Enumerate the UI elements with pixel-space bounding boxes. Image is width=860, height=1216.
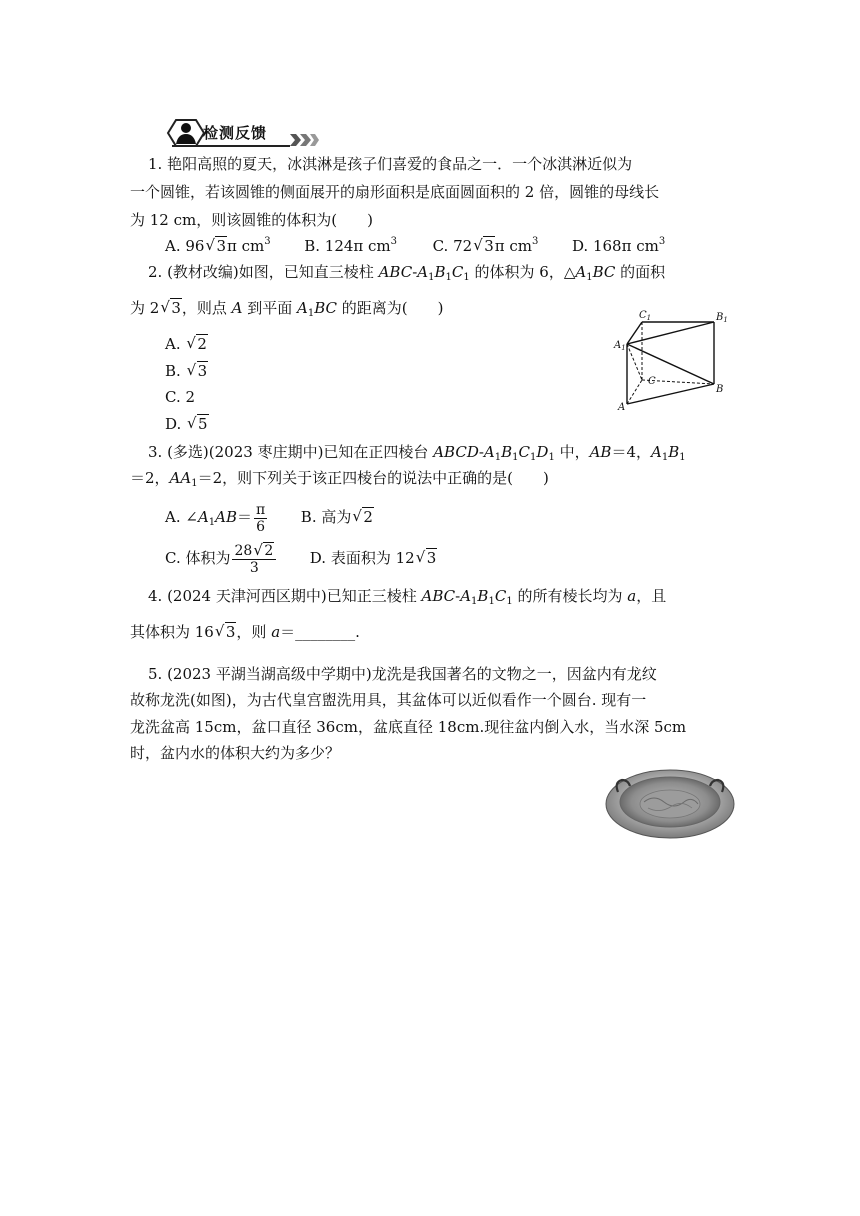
q3-options-row2 [165, 540, 437, 576]
q1-option-b[interactable]: B. 124π $cm^3$ [304, 236, 398, 255]
q2-option-a[interactable]: A. √ 2 [165, 334, 208, 354]
section-header [160, 118, 320, 148]
label-c1: $C_1$ [639, 310, 652, 322]
label-a: A [618, 402, 626, 413]
label-a1: $A_1$ [614, 340, 626, 352]
label-b1: $B_1$ [716, 312, 728, 324]
q1-options [165, 236, 665, 256]
q5-line3: 龙洗盆高 15cm，盆口直径 36cm，盆底直径 18cm.现往盆内倒入水，当水深 5cm [130, 718, 687, 736]
q5-line1: 5. (2023 平湖当湖高级中学期中)龙洗是我国著名的文物之一，因盆内有龙纹 [148, 665, 657, 683]
q3-option-d[interactable]: D. 表面积为 12√ 3 [310, 549, 437, 567]
q3-option-b[interactable]: B. 高为√ 2 [301, 508, 374, 526]
basin-image [604, 766, 736, 842]
label-c: C [648, 376, 656, 387]
q5-line4: 时，盆内水的体积大约为多少？ [130, 744, 341, 762]
q1-line2: 一个圆锥，若该圆锥的侧面展开的扇形面积是底面圆面积的 2 倍，圆锥的母线长 [130, 183, 660, 201]
q1-option-c[interactable]: C. 72√ 3π $cm^3$ [433, 237, 539, 255]
q1-line1: 1. 艳阳高照的夏天，冰淇淋是孩子们喜爱的食品之一．一个冰淇淋近似为 [148, 155, 633, 173]
q3-line2: ＝2，$AA_1=2$，则下列关于该正四棱台的说法中正确的是( ) [130, 469, 549, 489]
q2-option-c[interactable]: C. 2 [165, 388, 196, 406]
q3-line1: 3. (多选)(2023 枣庄期中)已知在正四棱台 ABCD-$A_1B_1C_1D_1$ 中，AB＝4，$A_1B_1$ [148, 443, 686, 463]
q4-line2: 其体积为 16√ 3，则 a＝________. [130, 622, 360, 642]
q5-line2: 故称龙洗(如图)，为古代皇宫盥洗用具，其盆体可以近似看作一个圆台. 现有一 [130, 691, 647, 709]
q4-line1: 4. (2024 天津河西区期中)已知正三棱柱 ABC-$A_1B_1C_1$ 的所有棱长均为 a，且 [148, 587, 667, 607]
q2-line2: 为 2√ 3，则点 A 到平面 $A_1BC$ 的距离为( ) [130, 298, 444, 318]
q2-option-b[interactable]: B. √ 3 [165, 361, 208, 381]
q1-option-d[interactable]: D. 168π $cm^3$ [571, 236, 666, 255]
q1-option-a[interactable]: A. 96√ 3π $cm^3$ [165, 237, 271, 255]
q2-option-d[interactable]: D. √ 5 [165, 414, 209, 434]
section-title: 检测反馈 [203, 124, 268, 142]
q3-option-a[interactable]: A. $\angle A_1AB=$ $\frac{\pi}{6}$ [165, 501, 266, 535]
prism-figure [612, 308, 732, 416]
label-b: B [716, 384, 724, 395]
q2-line1: 2. (教材改编)如图，已知直三棱柱 ABC-$A_1B_1C_1$ 的体积为 6，$\triangle A_1BC$ 的面积 [148, 263, 666, 283]
q3-options-row1 [165, 500, 374, 535]
q1-line3: 为 12 cm，则该圆锥的体积为( ) [130, 211, 373, 229]
q3-option-c[interactable]: C. 体积为 $\frac{28√ 2}{3}$ [165, 549, 278, 567]
